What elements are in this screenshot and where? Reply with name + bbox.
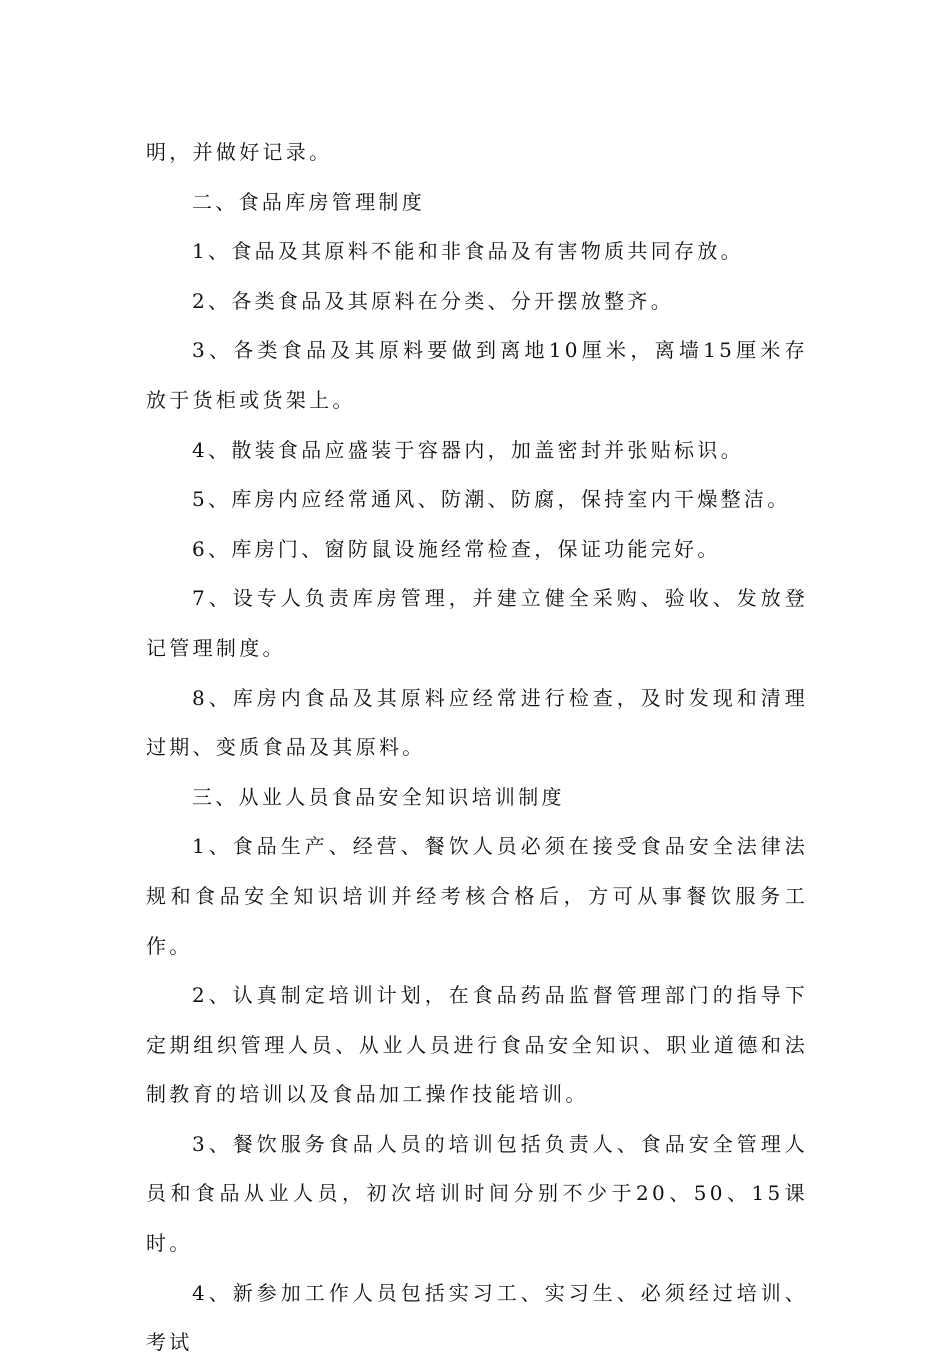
paragraph-item: 4、散装食品应盛装于容器内，加盖密封并张贴标识。 [192, 437, 744, 462]
section-heading-warehouse: 二、食品库房管理制度 [192, 189, 425, 214]
paragraph-item: 8、库房内食品及其原料应经常进行检查，及时发现和清理过期、变质食品及其原料。 [146, 685, 808, 760]
paragraph-item: 1、食品及其原料不能和非食品及有害物质共同存放。 [192, 239, 744, 264]
document-body [146, 128, 808, 1368]
paragraph-item: 3、餐饮服务食品人员的培训包括负责人、食品安全管理人员和食品从业人员，初次培训时间分别不少于20、50、15课时。 [146, 1131, 808, 1256]
paragraph-item: 2、各类食品及其原料在分类、分开摆放整齐。 [192, 288, 675, 313]
paragraph-item: 4、新参加工作人员包括实习工、实习生、必须经过培训、考试 [146, 1280, 808, 1355]
paragraph-item: 2、认真制定培训计划，在食品药品监督管理部门的指导下定期组织管理人员、从业人员进行食品安全知识、职业道德和法制教育的培训以及食品加工操作技能培训。 [146, 983, 808, 1107]
paragraph-item: 1、食品生产、经营、餐饮人员必须在接受食品安全法律法规和食品安全知识培训并经考核合格后，方可从事餐饮服务工作。 [146, 834, 808, 958]
paragraph-item: 5、库房内应经常通风、防潮、防腐，保持室内干燥整洁。 [192, 487, 791, 512]
section-heading-training: 三、从业人员食品安全知识培训制度 [192, 784, 565, 809]
paragraph-item: 6、库房门、窗防鼠设施经常检查，保证功能完好。 [192, 536, 721, 561]
paragraph-item: 3、各类食品及其原料要做到离地10厘米，离墙15厘米存放于货柜或货架上。 [146, 338, 808, 412]
paragraph-item: 7、设专人负责库房管理，并建立健全采购、验收、发放登记管理制度。 [146, 586, 808, 660]
paragraph-continuation: 明，并做好记录。 [146, 140, 333, 164]
